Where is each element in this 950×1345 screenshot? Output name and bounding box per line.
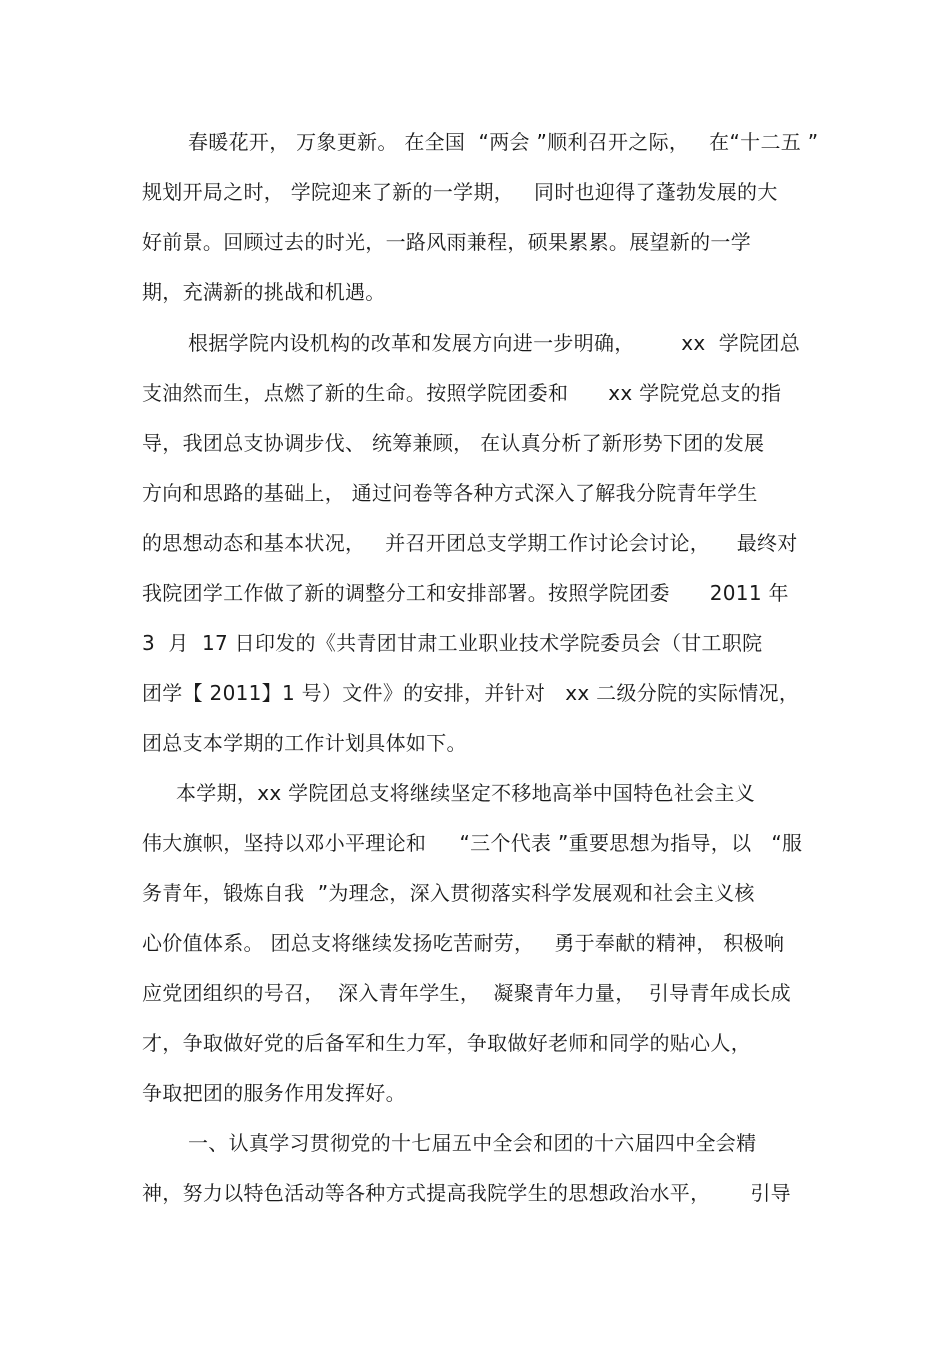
text-line: 3 月 17 日印发的《共青团甘肃工业职业技术学院委员会（甘工职院	[142, 631, 763, 655]
text-line: 规划开局之时， 学院迎来了新的一学期， 同时也迎得了蓬勃发展的大	[142, 180, 778, 204]
text-line: 好前景。回顾过去的时光，一路风雨兼程，硕果累累。展望新的一学	[142, 230, 751, 254]
text-line: 伟大旗帜，坚持以邓小平理论和 “三个代表 ”重要思想为指导，以 “服	[142, 831, 803, 855]
text-line: 导，我团总支协调步伐、 统筹兼顾， 在认真分析了新形势下团的发展	[142, 431, 765, 455]
text-line: 春暖花开， 万象更新。 在全国 “两会 ”顺利召开之际， 在“十二五 ”	[188, 130, 819, 154]
text-line: 的思想动态和基本状况， 并召开团总支学期工作讨论会讨论， 最终对	[142, 531, 798, 555]
text-line: 我院团学工作做了新的调整分工和安排部署。按照学院团委 2011 年	[142, 581, 789, 605]
text-line: 才，争取做好党的后备军和生力军，争取做好老师和同学的贴心人，	[142, 1031, 751, 1055]
text-line: 团学【 2011】1 号）文件》的安排，并针对 xx 二级分院的实际情况，	[142, 681, 800, 705]
text-line: 务青年，锻炼自我 ”为理念，深入贯彻落实科学发展观和社会主义核	[142, 881, 755, 905]
text-line: 本学期，xx 学院团总支将继续坚定不移地高举中国特色社会主义	[176, 781, 756, 805]
text-line: 一、认真学习贯彻党的十七届五中全会和团的十六届四中全会精	[188, 1131, 757, 1155]
text-line: 团总支本学期的工作计划具体如下。	[142, 731, 467, 755]
text-line: 支油然而生，点燃了新的生命。按照学院团委和 xx 学院党总支的指	[142, 381, 782, 405]
text-line: 神，努力以特色活动等各种方式提高我院学生的思想政治水平， 引导	[142, 1181, 791, 1205]
text-line: 期，充满新的挑战和机遇。	[142, 280, 386, 304]
text-line: 根据学院内设机构的改革和发展方向进一步明确， xx 学院团总	[188, 331, 800, 355]
text-line: 应党团组织的号召， 深入青年学生， 凝聚青年力量， 引导青年成长成	[142, 981, 791, 1005]
text-line: 方向和思路的基础上， 通过问卷等各种方式深入了解我分院青年学生	[142, 481, 758, 505]
text-line: 心价值体系。 团总支将继续发扬吃苦耐劳， 勇于奉献的精神， 积极响	[142, 931, 785, 955]
text-line: 争取把团的服务作用发挥好。	[142, 1081, 406, 1105]
